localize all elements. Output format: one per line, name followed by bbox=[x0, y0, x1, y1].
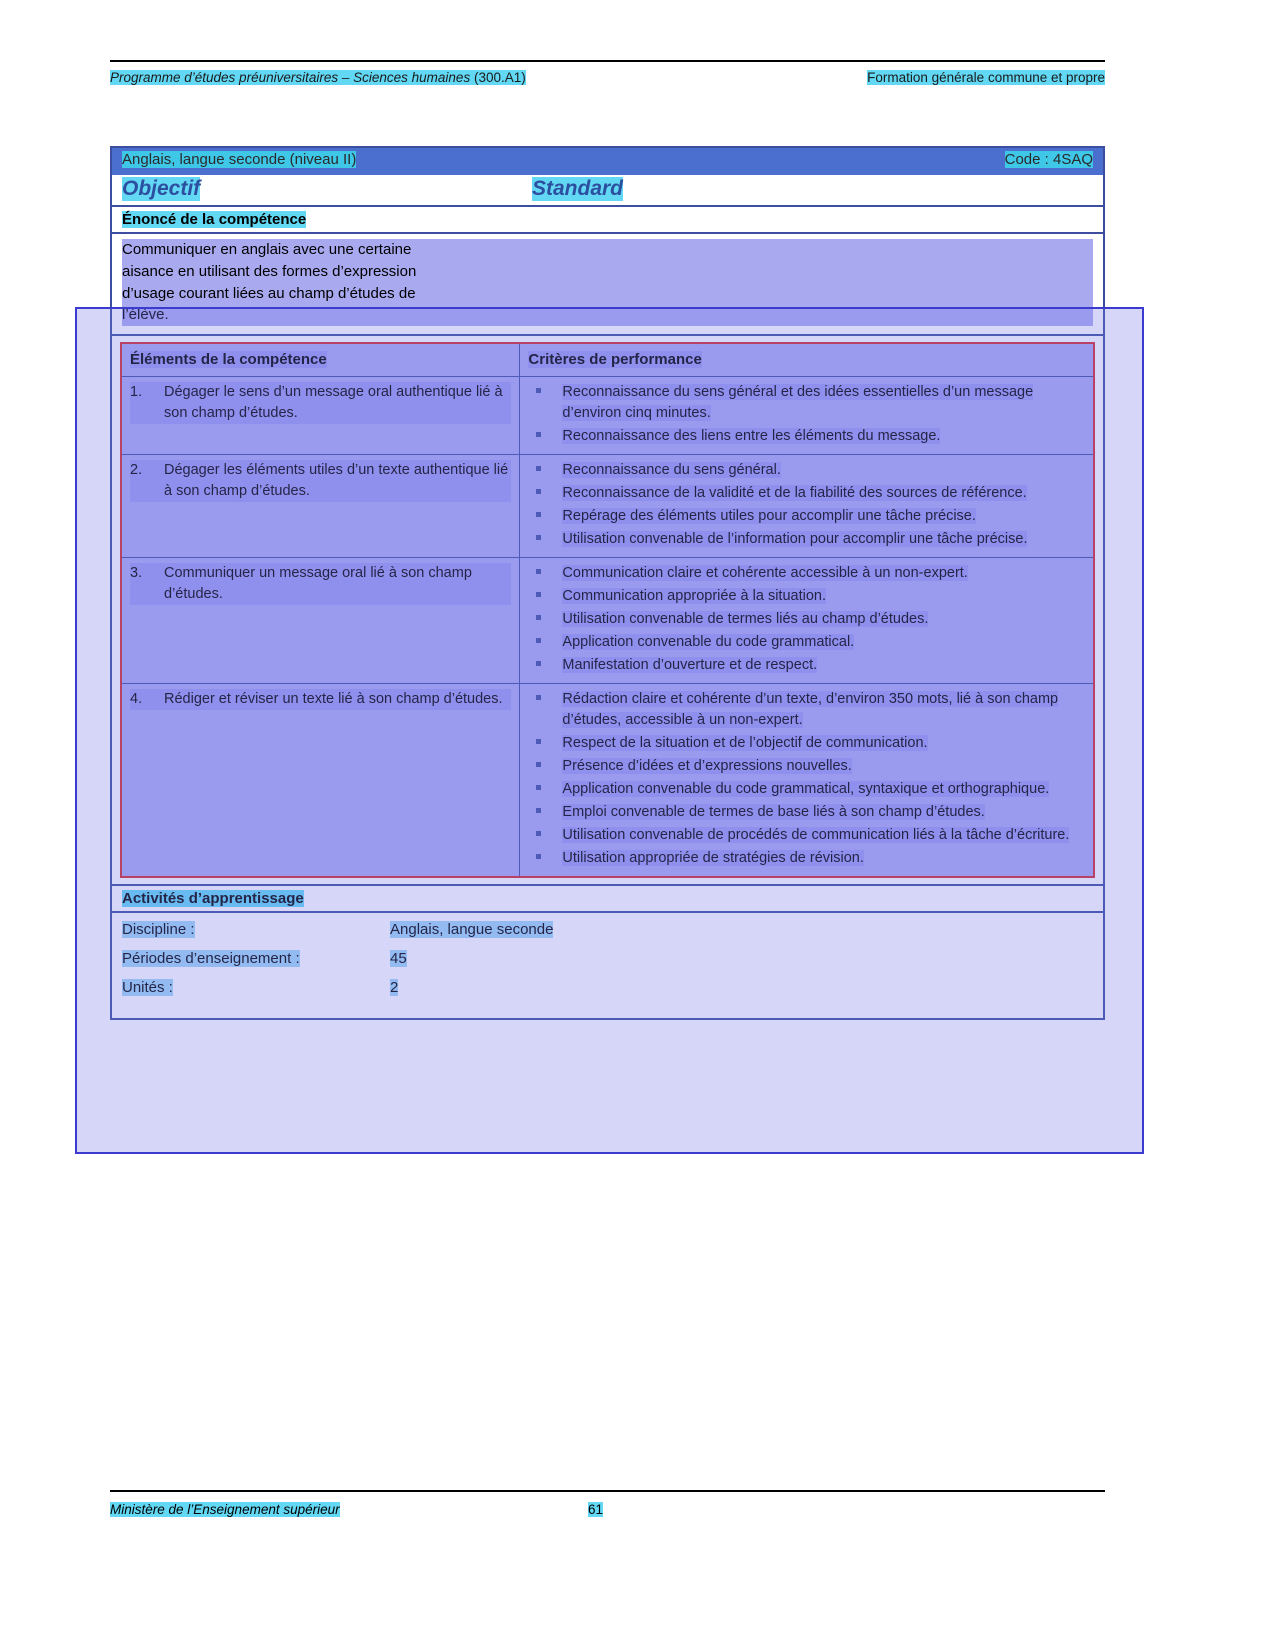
discipline-label: Discipline : bbox=[122, 921, 195, 939]
criteria-text: Reconnaissance du sens général et des idées essentielles d’un message d’environ cinq minutes. bbox=[562, 383, 1034, 421]
list-item bbox=[528, 506, 1085, 527]
criteria-text: Application convenable du code grammatical, syntaxique et orthographique. bbox=[562, 781, 1050, 797]
bullet-icon bbox=[536, 854, 541, 859]
criteria-text: Rédaction claire et cohérente d’un texte, d’environ 350 mots, lié à son champ d’études, accessible à un non-expert. bbox=[562, 690, 1059, 728]
list-item bbox=[528, 483, 1085, 504]
activites-row bbox=[122, 921, 1093, 950]
col-header-criteria bbox=[520, 343, 1094, 376]
list-item bbox=[528, 733, 1085, 754]
criteria-cell bbox=[520, 376, 1094, 454]
enonce-line: d’usage courant liées au champ d’études de bbox=[122, 283, 1093, 305]
enonce-line: l’élève. bbox=[122, 304, 1093, 326]
criteria-text: Manifestation d’ouverture et de respect. bbox=[562, 656, 818, 673]
criteria-cell bbox=[520, 454, 1094, 557]
activites-title bbox=[112, 886, 1103, 913]
criteria-text: Repérage des éléments utiles pour accomplir une tâche précise. bbox=[562, 507, 976, 524]
element-number: 3. bbox=[130, 564, 143, 581]
bullet-icon bbox=[536, 695, 541, 700]
element-number: 2. bbox=[130, 461, 143, 478]
bullet-icon bbox=[536, 535, 541, 540]
bullet-icon bbox=[536, 638, 541, 643]
course-title: Anglais, langue seconde (niveau II) bbox=[122, 151, 357, 168]
criteria-text: Utilisation convenable de procédés de communication liés à la tâche d’écriture. bbox=[562, 827, 1070, 844]
enonce-body bbox=[112, 234, 1103, 336]
table-row bbox=[121, 376, 1094, 454]
element-text bbox=[130, 689, 511, 710]
criteria-list bbox=[528, 382, 1085, 447]
element-label: Rédiger et réviser un texte lié à son champ d’études. bbox=[164, 690, 503, 707]
table-row bbox=[121, 683, 1094, 877]
list-item bbox=[528, 563, 1085, 584]
bullet-icon bbox=[536, 615, 541, 620]
criteria-list bbox=[528, 563, 1085, 676]
activites-body bbox=[112, 913, 1103, 1018]
bullet-icon bbox=[536, 592, 541, 597]
list-item bbox=[528, 689, 1085, 731]
list-item bbox=[528, 382, 1085, 424]
list-item bbox=[528, 655, 1085, 676]
course-title-band bbox=[112, 148, 1103, 175]
competence-table bbox=[120, 342, 1095, 878]
list-item bbox=[528, 632, 1085, 653]
list-item bbox=[528, 586, 1085, 607]
activites-row bbox=[122, 979, 1093, 1008]
element-label: Dégager le sens d’un message oral authentique lié à son champ d’études. bbox=[164, 383, 503, 421]
footer-ministry: Ministère de l’Enseignement supérieur bbox=[110, 1502, 340, 1517]
footer-rule bbox=[110, 1490, 1105, 1492]
header-rule bbox=[110, 60, 1105, 62]
col-header-elements-text: Éléments de la compétence bbox=[130, 351, 327, 368]
standard-label: Standard bbox=[532, 177, 624, 200]
criteria-text: Respect de la situation et de l’objectif de communication. bbox=[562, 734, 928, 751]
criteria-text: Communication appropriée à la situation. bbox=[562, 587, 826, 604]
page-number: 61 bbox=[588, 1502, 604, 1517]
bullet-icon bbox=[536, 466, 541, 471]
activites-row bbox=[122, 950, 1093, 979]
col-header-criteria-text: Critères de performance bbox=[528, 351, 702, 368]
element-cell bbox=[121, 557, 520, 683]
discipline-value: Anglais, langue seconde bbox=[390, 921, 554, 939]
competence-block bbox=[112, 336, 1103, 886]
element-label: Dégager les éléments utiles d’un texte authentique lié à son champ d’études. bbox=[164, 461, 509, 499]
objective-standard-table bbox=[110, 146, 1105, 1020]
element-text bbox=[130, 460, 511, 502]
list-item bbox=[528, 825, 1085, 846]
criteria-text: Utilisation appropriée de stratégies de révision. bbox=[562, 850, 864, 867]
criteria-text: Reconnaissance du sens général. bbox=[562, 461, 781, 478]
bullet-icon bbox=[536, 808, 541, 813]
header-program bbox=[110, 70, 526, 85]
bullet-icon bbox=[536, 831, 541, 836]
header-formation: Formation générale commune et propre bbox=[867, 70, 1105, 85]
element-text bbox=[130, 382, 511, 424]
element-number: 1. bbox=[130, 383, 143, 400]
table-row bbox=[121, 557, 1094, 683]
bullet-icon bbox=[536, 489, 541, 494]
element-label: Communiquer un message oral lié à son champ d’études. bbox=[164, 564, 472, 602]
criteria-text: Reconnaissance de la validité et de la fiabilité des sources de référence. bbox=[562, 484, 1027, 501]
element-text bbox=[130, 563, 511, 605]
list-item bbox=[528, 848, 1085, 869]
unites-label: Unités : bbox=[122, 979, 173, 997]
list-item bbox=[528, 756, 1085, 777]
bullet-icon bbox=[536, 569, 541, 574]
header-program-name: Sciences humaines bbox=[353, 70, 471, 85]
activites-title-text: Activités d’apprentissage bbox=[122, 890, 304, 908]
criteria-cell bbox=[520, 557, 1094, 683]
criteria-list bbox=[528, 689, 1085, 869]
enonce-title-text: Énoncé de la compétence bbox=[122, 211, 307, 228]
periodes-label: Périodes d’enseignement : bbox=[122, 950, 300, 968]
criteria-text: Application convenable du code grammatical. bbox=[562, 633, 855, 650]
criteria-text: Utilisation convenable de termes liés au champ d’études. bbox=[562, 610, 929, 627]
enonce-line: aisance en utilisant des formes d’expression bbox=[122, 261, 1093, 283]
criteria-text: Utilisation convenable de l’information pour accomplir une tâche précise. bbox=[562, 530, 1028, 547]
objectif-label: Objectif bbox=[122, 177, 201, 200]
list-item bbox=[528, 460, 1085, 481]
criteria-text: Reconnaissance des liens entre les éléments du message. bbox=[562, 427, 941, 444]
objectif-standard-row bbox=[112, 175, 1103, 207]
criteria-text: Emploi convenable de termes de base liés à son champ d’études. bbox=[562, 804, 985, 821]
list-item bbox=[528, 609, 1085, 630]
element-cell bbox=[121, 376, 520, 454]
criteria-cell bbox=[520, 683, 1094, 877]
bullet-icon bbox=[536, 661, 541, 666]
col-header-elements bbox=[121, 343, 520, 376]
bullet-icon bbox=[536, 512, 541, 517]
element-cell bbox=[121, 454, 520, 557]
bullet-icon bbox=[536, 785, 541, 790]
course-code: Code : 4SAQ bbox=[1004, 151, 1093, 168]
periodes-value: 45 bbox=[390, 950, 407, 968]
list-item bbox=[528, 779, 1085, 800]
element-cell bbox=[121, 683, 520, 877]
list-item bbox=[528, 529, 1085, 550]
enonce-line: Communiquer en anglais avec une certaine bbox=[122, 239, 1093, 261]
table-row bbox=[121, 454, 1094, 557]
unites-value: 2 bbox=[390, 979, 399, 997]
bullet-icon bbox=[536, 739, 541, 744]
criteria-text: Communication claire et cohérente accessible à un non-expert. bbox=[562, 564, 968, 581]
table-header-row bbox=[121, 343, 1094, 376]
bullet-icon bbox=[536, 432, 541, 437]
enonce-title bbox=[112, 207, 1103, 234]
bullet-icon bbox=[536, 388, 541, 393]
list-item bbox=[528, 802, 1085, 823]
criteria-text: Présence d’idées et d’expressions nouvelles. bbox=[562, 757, 852, 774]
element-number: 4. bbox=[130, 690, 143, 707]
criteria-list bbox=[528, 460, 1085, 550]
list-item bbox=[528, 426, 1085, 447]
header-program-prefix: Programme d’études préuniversitaires – bbox=[110, 70, 354, 85]
bullet-icon bbox=[536, 762, 541, 767]
header-program-code: (300.A1) bbox=[470, 70, 526, 85]
